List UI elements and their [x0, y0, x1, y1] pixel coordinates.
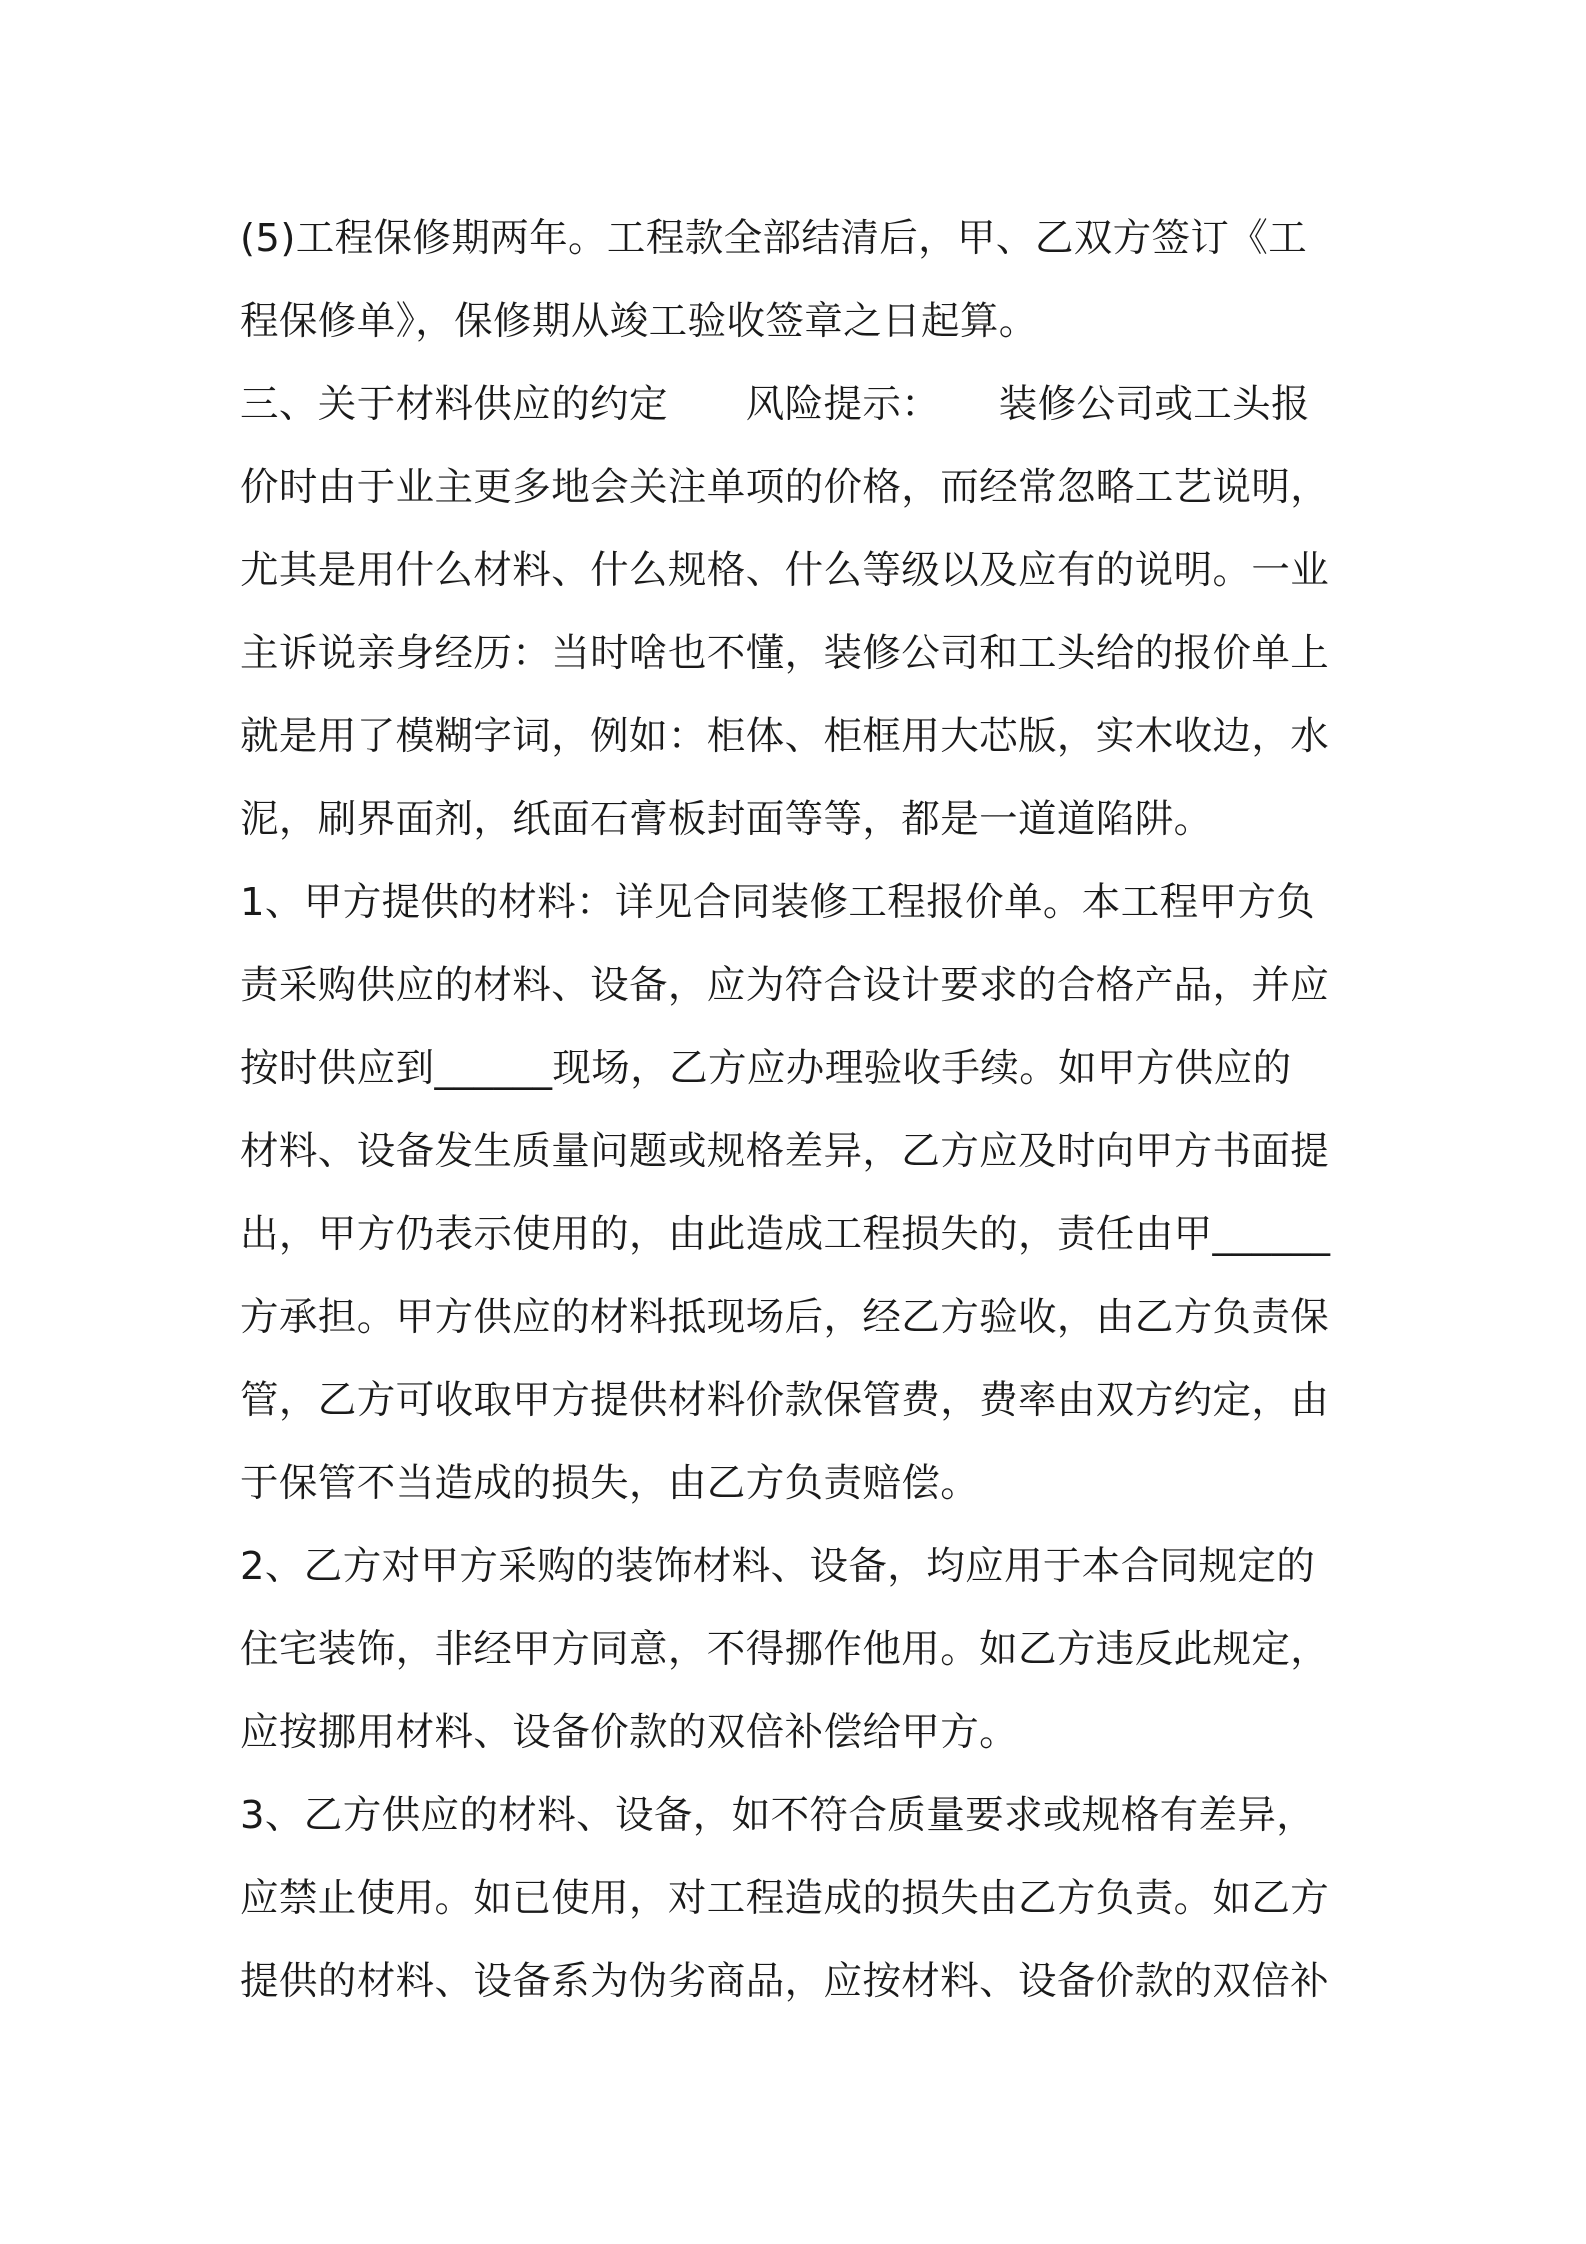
clause-1-line-6: 方承担。甲方供应的材料抵现场后，经乙方验收，由乙方负责保	[240, 1295, 1330, 1340]
text-line-risk-1: 价时由于业主更多地会关注单项的价格，而经常忽略工艺说明，	[240, 465, 1330, 510]
clause-1-line-1: 1、甲方提供的材料：详见合同装修工程报价单。本工程甲方负	[240, 880, 1316, 925]
clause-2-line-2: 住宅装饰，非经甲方同意，不得挪作他用。如乙方违反此规定，	[240, 1627, 1330, 1672]
clause-3-line-2: 应禁止使用。如已使用，对工程造成的损失由乙方负责。如乙方	[240, 1876, 1330, 1921]
clause-1-line-5: 出，甲方仍表示使用的，由此造成工程损失的，责任由甲______	[240, 1212, 1331, 1257]
text-line-risk-4: 就是用了模糊字词，例如：柜体、柜框用大芯版，实木收边，水	[240, 714, 1330, 759]
text-line-risk-5: 泥，刷界面剂，纸面石膏板封面等等，都是一道道陷阱。	[240, 797, 1213, 842]
text-line-risk-3: 主诉说亲身经历：当时啥也不懂，装修公司和工头给的报价单上	[240, 631, 1330, 676]
clause-3-line-1: 3、乙方供应的材料、设备，如不符合质量要求或规格有差异，	[240, 1793, 1316, 1838]
clause-1-line-7: 管，乙方可收取甲方提供材料价款保管费，费率由双方约定，由	[240, 1378, 1330, 1423]
clause-2-line-3: 应按挪用材料、设备价款的双倍补偿给甲方。	[240, 1710, 1019, 1755]
clause-1-line-3: 按时供应到______现场，乙方应办理验收手续。如甲方供应的	[240, 1046, 1292, 1091]
text-line-warranty-2: 程保修单》，保修期从竣工验收签章之日起算。	[240, 299, 1038, 344]
document-body	[240, 197, 1350, 2023]
clause-1-line-2: 责采购供应的材料、设备，应为符合设计要求的合格产品，并应	[240, 963, 1330, 1008]
clause-2-line-1: 2、乙方对甲方采购的装饰材料、设备，均应用于本合同规定的	[240, 1544, 1316, 1589]
section-heading-materials: 三、关于材料供应的约定 风险提示： 装修公司或工头报	[240, 382, 1310, 427]
clause-1-line-8: 于保管不当造成的损失，由乙方负责赔偿。	[240, 1461, 980, 1506]
text-line-warranty-1: (5)工程保修期两年。工程款全部结清后，甲、乙双方签订《工	[240, 216, 1308, 261]
text-line-risk-2: 尤其是用什么材料、什么规格、什么等级以及应有的说明。一业	[240, 548, 1330, 593]
clause-3-line-3: 提供的材料、设备系为伪劣商品，应按材料、设备价款的双倍补	[240, 1959, 1330, 2004]
clause-1-line-4: 材料、设备发生质量问题或规格差异，乙方应及时向甲方书面提	[240, 1129, 1330, 1174]
